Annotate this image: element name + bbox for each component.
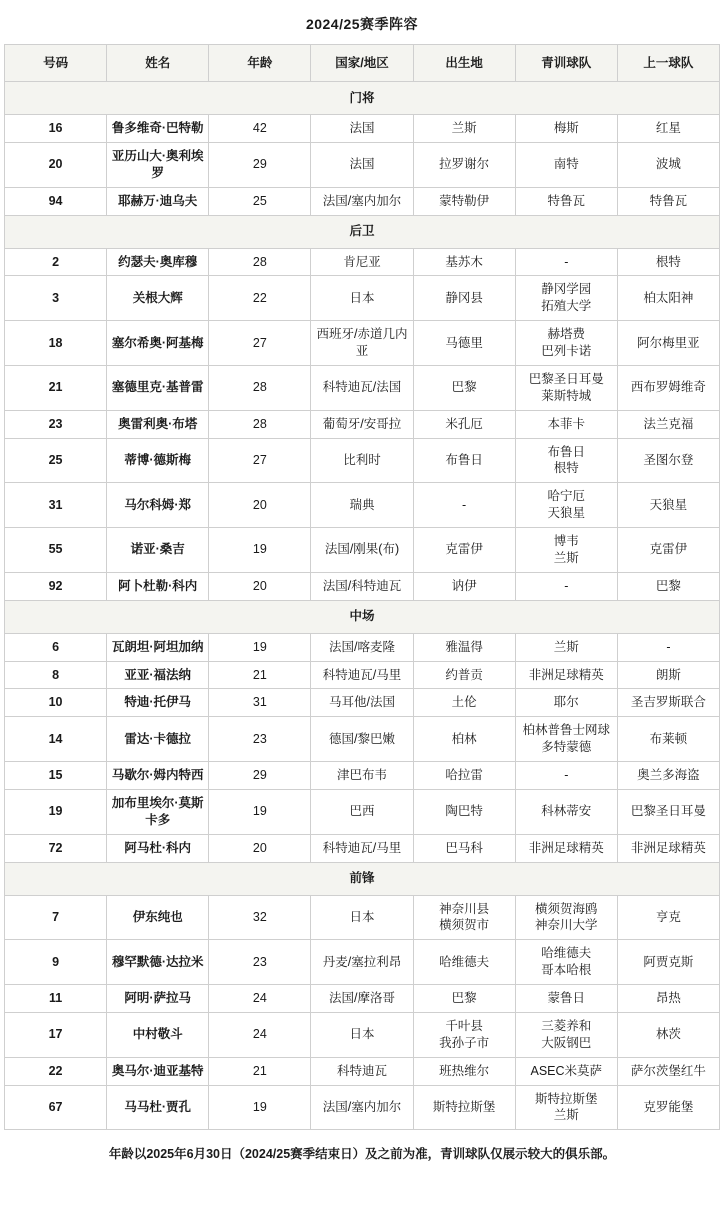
player-country: 科特迪瓦/马里	[311, 834, 413, 862]
table-row	[5, 985, 720, 1013]
youth-team-line: 兰斯	[553, 550, 579, 565]
section-label: 后卫	[5, 215, 720, 248]
youth-team-line: 柏林普鲁士网球	[522, 723, 611, 738]
player-youth-team	[515, 276, 617, 321]
player-youth-team	[515, 187, 617, 215]
player-birthplace: 讷伊	[413, 572, 515, 600]
player-name: 关根大辉	[107, 276, 209, 321]
player-country: 日本	[311, 276, 413, 321]
table-row	[5, 142, 720, 187]
youth-team-line: 博韦	[553, 534, 579, 548]
player-youth-team	[515, 834, 617, 862]
player-country: 津巴布韦	[311, 762, 413, 790]
player-age: 32	[209, 895, 311, 940]
player-birthplace: 兰斯	[413, 115, 515, 143]
player-country: 马耳他/法国	[311, 689, 413, 717]
player-name: 亚亚·福法纳	[107, 661, 209, 689]
section-label: 门将	[5, 82, 720, 115]
youth-team-line: 哥本哈根	[541, 963, 592, 978]
player-name: 阿马杜·科内	[107, 834, 209, 862]
squad-table	[4, 44, 720, 1130]
table-row	[5, 528, 720, 573]
player-number: 18	[5, 321, 107, 366]
player-country: 比利时	[311, 438, 413, 483]
player-age: 20	[209, 834, 311, 862]
player-name: 马马杜·贾孔	[107, 1085, 209, 1130]
player-name: 约瑟夫·奥库穆	[107, 248, 209, 276]
player-age: 42	[209, 115, 311, 143]
player-country: 法国/喀麦隆	[311, 633, 413, 661]
player-youth-team	[515, 940, 617, 985]
youth-team-line: 三菱养和	[541, 1018, 592, 1033]
player-name: 雷达·卡德拉	[107, 717, 209, 762]
section-header-row	[5, 862, 720, 895]
youth-team-line: 布鲁日	[547, 444, 586, 459]
player-youth-team	[515, 142, 617, 187]
player-number: 3	[5, 276, 107, 321]
player-previous-team: 克罗能堡	[617, 1085, 719, 1130]
player-age: 21	[209, 1057, 311, 1085]
table-row	[5, 895, 720, 940]
cell-line: 横须贺市	[439, 918, 490, 933]
player-age: 29	[209, 762, 311, 790]
column-youth-team: 青训球队	[515, 45, 617, 82]
youth-team-line: 天狼星	[547, 506, 586, 521]
player-age: 23	[209, 717, 311, 762]
player-name: 鲁多维奇·巴特勒	[107, 115, 209, 143]
table-row	[5, 438, 720, 483]
player-country: 法国/塞内加尔	[311, 187, 413, 215]
player-birthplace: 巴黎	[413, 365, 515, 410]
table-header	[5, 45, 720, 82]
player-name: 诺亚·桑吉	[107, 528, 209, 573]
player-youth-team	[515, 1057, 617, 1085]
player-previous-team: 根特	[617, 248, 719, 276]
youth-team-line: 本菲卡	[547, 416, 586, 431]
player-country: 德国/黎巴嫩	[311, 717, 413, 762]
player-previous-team: 波城	[617, 142, 719, 187]
table-row	[5, 661, 720, 689]
youth-team-line: 巴黎圣日耳曼	[528, 371, 604, 386]
player-name: 耶赫万·迪乌夫	[107, 187, 209, 215]
table-row	[5, 834, 720, 862]
player-birthplace: 巴马科	[413, 834, 515, 862]
youth-team-line: 梅斯	[553, 121, 579, 135]
player-previous-team: 西布罗姆维奇	[617, 365, 719, 410]
player-youth-team	[515, 1085, 617, 1130]
player-age: 23	[209, 940, 311, 985]
player-previous-team: 圣吉罗斯联合	[617, 689, 719, 717]
table-row	[5, 572, 720, 600]
player-birthplace: 陶巴特	[413, 789, 515, 834]
player-birthplace: 雅温得	[413, 633, 515, 661]
player-previous-team: 阿尔梅里亚	[617, 321, 719, 366]
player-name: 塞尔希奥·阿基梅	[107, 321, 209, 366]
player-birthplace: 约普贡	[413, 661, 515, 689]
player-youth-team	[515, 789, 617, 834]
player-number: 23	[5, 410, 107, 438]
player-name: 奥马尔·迪亚基特	[107, 1057, 209, 1085]
player-number: 72	[5, 834, 107, 862]
player-number: 6	[5, 633, 107, 661]
section-label: 中场	[5, 600, 720, 633]
player-age: 28	[209, 410, 311, 438]
section-label: 前锋	[5, 862, 720, 895]
player-number: 14	[5, 717, 107, 762]
player-youth-team	[515, 985, 617, 1013]
player-previous-team: 奥兰多海盗	[617, 762, 719, 790]
player-number: 20	[5, 142, 107, 187]
player-number: 19	[5, 789, 107, 834]
player-previous-team: 非洲足球精英	[617, 834, 719, 862]
player-youth-team	[515, 438, 617, 483]
column-number: 号码	[5, 45, 107, 82]
player-birthplace	[413, 1012, 515, 1057]
table-row	[5, 762, 720, 790]
player-previous-team: 昂热	[617, 985, 719, 1013]
player-birthplace: 静冈县	[413, 276, 515, 321]
player-birthplace: 米孔厄	[413, 410, 515, 438]
player-country: 法国/刚果(布)	[311, 528, 413, 573]
player-birthplace: 哈维德夫	[413, 940, 515, 985]
player-age: 24	[209, 985, 311, 1013]
player-number: 7	[5, 895, 107, 940]
table-row	[5, 1085, 720, 1130]
player-youth-team	[515, 528, 617, 573]
table-row	[5, 365, 720, 410]
player-previous-team: 柏太阳神	[617, 276, 719, 321]
column-age: 年龄	[209, 45, 311, 82]
player-name: 马歇尔·姆内特西	[107, 762, 209, 790]
youth-team-line: 非洲足球精英	[528, 667, 604, 682]
player-birthplace: 哈拉雷	[413, 762, 515, 790]
youth-team-line: -	[564, 254, 569, 269]
player-country: 瑞典	[311, 483, 413, 528]
table-row	[5, 1057, 720, 1085]
player-age: 27	[209, 438, 311, 483]
player-number: 16	[5, 115, 107, 143]
player-previous-team: 巴黎圣日耳曼	[617, 789, 719, 834]
player-number: 22	[5, 1057, 107, 1085]
player-birthplace: 柏林	[413, 717, 515, 762]
player-birthplace: 马德里	[413, 321, 515, 366]
player-country: 科特迪瓦/法国	[311, 365, 413, 410]
table-row	[5, 410, 720, 438]
player-birthplace: 拉罗谢尔	[413, 142, 515, 187]
player-country: 日本	[311, 1012, 413, 1057]
player-number: 92	[5, 572, 107, 600]
player-country: 丹麦/塞拉利昂	[311, 940, 413, 985]
table-row	[5, 321, 720, 366]
player-age: 19	[209, 1085, 311, 1130]
player-birthplace: 班热维尔	[413, 1057, 515, 1085]
player-country: 西班牙/赤道几内亚	[311, 321, 413, 366]
youth-team-line: 巴列卡诺	[541, 344, 592, 358]
column-name: 姓名	[107, 45, 209, 82]
player-name: 特迪·托伊马	[107, 689, 209, 717]
player-age: 31	[209, 689, 311, 717]
player-previous-team: 朗斯	[617, 661, 719, 689]
section-header-row	[5, 215, 720, 248]
player-name: 中村敬斗	[107, 1012, 209, 1057]
player-number: 55	[5, 528, 107, 573]
youth-team-line: 大阪钢巴	[541, 1035, 592, 1050]
table-row	[5, 483, 720, 528]
table-header-row	[5, 45, 720, 82]
player-birthplace: 克雷伊	[413, 528, 515, 573]
player-name: 阿明·萨拉马	[107, 985, 209, 1013]
player-previous-team: 特鲁瓦	[617, 187, 719, 215]
player-age: 20	[209, 483, 311, 528]
youth-team-line: 拓殖大学	[541, 299, 592, 314]
youth-team-line: 多特蒙德	[541, 740, 592, 755]
player-previous-team: 布莱顿	[617, 717, 719, 762]
table-row	[5, 115, 720, 143]
player-country: 法国	[311, 142, 413, 187]
player-previous-team: 圣图尔登	[617, 438, 719, 483]
player-number: 2	[5, 248, 107, 276]
table-row	[5, 248, 720, 276]
player-age: 28	[209, 365, 311, 410]
table-body	[5, 82, 720, 1130]
youth-team-line: 非洲足球精英	[528, 840, 604, 855]
player-youth-team	[515, 689, 617, 717]
player-number: 8	[5, 661, 107, 689]
cell-line: 千叶县	[445, 1018, 483, 1033]
player-number: 25	[5, 438, 107, 483]
player-name: 伊东纯也	[107, 895, 209, 940]
player-age: 20	[209, 572, 311, 600]
youth-team-line: 赫塔费	[547, 327, 586, 342]
player-age: 28	[209, 248, 311, 276]
player-name: 穆罕默德·达拉米	[107, 940, 209, 985]
table-row	[5, 633, 720, 661]
youth-team-line: -	[564, 768, 569, 782]
player-birthplace: 土伦	[413, 689, 515, 717]
cell-line: 神奈川县	[439, 901, 490, 916]
footnote: 年龄以2025年6月30日（2024/25赛季结束日）及之前为准，青训球队仅展示较大的俱乐部。	[108, 1147, 616, 1162]
player-name: 亚历山大·奥利埃罗	[107, 142, 209, 187]
player-number: 94	[5, 187, 107, 215]
player-name: 塞德里克·基普雷	[107, 365, 209, 410]
player-birthplace: 蒙特勒伊	[413, 187, 515, 215]
player-number: 15	[5, 762, 107, 790]
player-age: 27	[209, 321, 311, 366]
youth-team-line: 静冈学园	[541, 282, 592, 297]
youth-team-line: 科林蒂安	[541, 804, 592, 819]
player-age: 22	[209, 276, 311, 321]
player-number: 11	[5, 985, 107, 1013]
page-title: 2024/25赛季阵容	[305, 16, 419, 32]
player-country: 科特迪瓦	[311, 1057, 413, 1085]
player-name: 蒂博·德斯梅	[107, 438, 209, 483]
youth-team-line: 斯特拉斯堡	[535, 1091, 598, 1106]
player-youth-team	[515, 762, 617, 790]
player-number: 10	[5, 689, 107, 717]
player-birthplace: 斯特拉斯堡	[413, 1085, 515, 1130]
player-previous-team: 法兰克福	[617, 410, 719, 438]
player-age: 19	[209, 528, 311, 573]
player-number: 67	[5, 1085, 107, 1130]
player-number: 31	[5, 483, 107, 528]
player-youth-team	[515, 115, 617, 143]
youth-team-line: 兰斯	[553, 1108, 579, 1123]
youth-team-line: 南特	[553, 157, 579, 172]
player-name: 加布里埃尔·莫斯卡多	[107, 789, 209, 834]
youth-team-line: -	[564, 578, 569, 593]
player-previous-team: 克雷伊	[617, 528, 719, 573]
player-youth-team	[515, 321, 617, 366]
table-row	[5, 276, 720, 321]
player-previous-team: 亨克	[617, 895, 719, 940]
player-country: 法国/摩洛哥	[311, 985, 413, 1013]
player-birthplace: 基苏木	[413, 248, 515, 276]
player-previous-team: 林茨	[617, 1012, 719, 1057]
player-youth-team	[515, 365, 617, 410]
player-age: 19	[209, 633, 311, 661]
player-birthplace	[413, 895, 515, 940]
player-number: 21	[5, 365, 107, 410]
player-previous-team: 萨尔茨堡红牛	[617, 1057, 719, 1085]
player-age: 19	[209, 789, 311, 834]
player-birthplace: 巴黎	[413, 985, 515, 1013]
player-number: 17	[5, 1012, 107, 1057]
section-header-row	[5, 82, 720, 115]
player-youth-team	[515, 572, 617, 600]
table-row	[5, 689, 720, 717]
section-header-row	[5, 600, 720, 633]
player-name: 瓦朗坦·阿坦加纳	[107, 633, 209, 661]
player-previous-team: 阿贾克斯	[617, 940, 719, 985]
column-birthplace: 出生地	[413, 45, 515, 82]
player-country: 葡萄牙/安哥拉	[311, 410, 413, 438]
player-number: 9	[5, 940, 107, 985]
youth-team-line: 兰斯	[553, 639, 579, 654]
player-youth-team	[515, 483, 617, 528]
player-country: 巴西	[311, 789, 413, 834]
table-row	[5, 789, 720, 834]
youth-team-line: 蒙鲁日	[547, 991, 586, 1005]
player-name: 阿卜杜勒·科内	[107, 572, 209, 600]
youth-team-line: 哈维德夫	[541, 946, 592, 961]
column-previous-team: 上一球队	[617, 45, 719, 82]
player-youth-team	[515, 661, 617, 689]
player-country: 法国/科特迪瓦	[311, 572, 413, 600]
player-youth-team	[515, 248, 617, 276]
table-row	[5, 717, 720, 762]
table-row	[5, 187, 720, 215]
player-age: 21	[209, 661, 311, 689]
player-youth-team	[515, 1012, 617, 1057]
youth-team-line: ASEC米莫萨	[530, 1063, 603, 1078]
player-youth-team	[515, 895, 617, 940]
player-birthplace: -	[413, 483, 515, 528]
player-youth-team	[515, 633, 617, 661]
player-country: 法国	[311, 115, 413, 143]
table-row	[5, 940, 720, 985]
youth-team-line: 神奈川大学	[535, 918, 598, 933]
youth-team-line: 莱斯特城	[541, 388, 592, 403]
player-youth-team	[515, 410, 617, 438]
table-row	[5, 1012, 720, 1057]
player-previous-team: 天狼星	[617, 483, 719, 528]
youth-team-line: 哈宁厄	[547, 489, 586, 504]
player-name: 奥雷利奥·布塔	[107, 410, 209, 438]
player-name: 马尔科姆·郑	[107, 483, 209, 528]
youth-team-line: 特鲁瓦	[547, 193, 586, 208]
column-country: 国家/地区	[311, 45, 413, 82]
player-birthplace: 布鲁日	[413, 438, 515, 483]
player-previous-team: -	[617, 633, 719, 661]
player-previous-team: 巴黎	[617, 572, 719, 600]
cell-line: 我孙子市	[439, 1035, 490, 1050]
player-previous-team: 红星	[617, 115, 719, 143]
player-age: 24	[209, 1012, 311, 1057]
player-country: 科特迪瓦/马里	[311, 661, 413, 689]
youth-team-line: 根特	[553, 461, 579, 476]
youth-team-line: 耶尔	[553, 695, 579, 710]
player-country: 肯尼亚	[311, 248, 413, 276]
player-youth-team	[515, 717, 617, 762]
player-country: 日本	[311, 895, 413, 940]
player-age: 29	[209, 142, 311, 187]
player-age: 25	[209, 187, 311, 215]
player-country: 法国/塞内加尔	[311, 1085, 413, 1130]
youth-team-line: 横须贺海鸥	[535, 901, 598, 916]
